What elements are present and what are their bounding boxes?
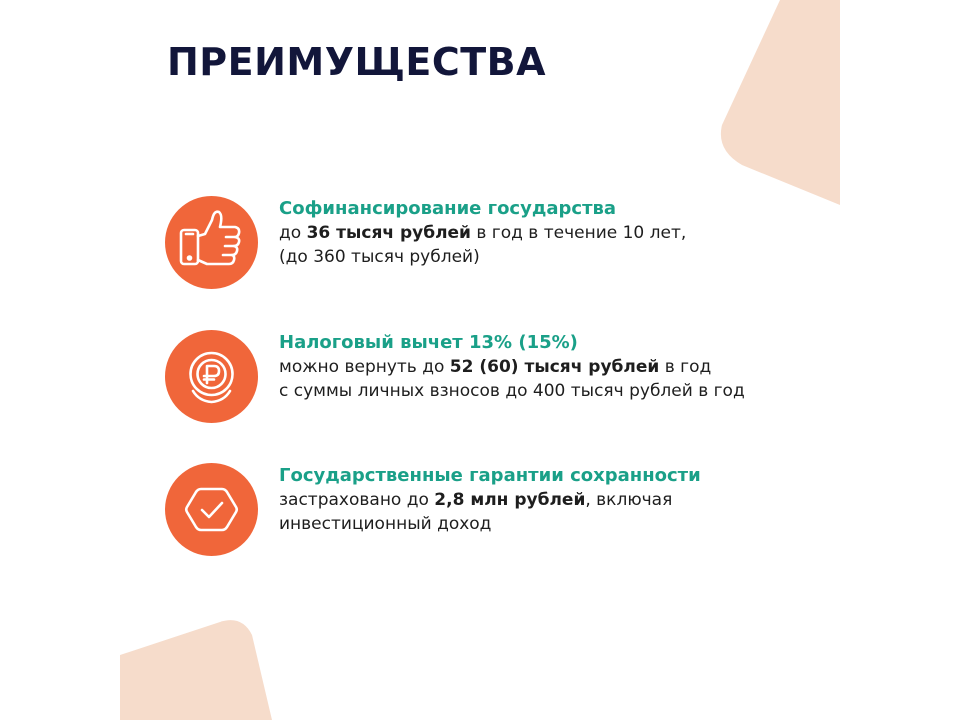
ruble-coin-icon [165,330,258,423]
shield-check-icon [165,463,258,556]
benefit-line-1: можно вернуть до 52 (60) тысяч рублей в год [279,357,712,377]
benefit-line-2: (до 360 тысяч рублей) [279,247,480,267]
bottom-left-shape [120,620,272,720]
page-title: ПРЕИМУЩЕСТВА [167,40,547,84]
benefit-line-2: с суммы личных взносов до 400 тысяч рублей в год [279,381,745,401]
benefit-heading: Налоговый вычет 13% (15%) [279,332,578,353]
benefit-line-1: до 36 тысяч рублей в год в течение 10 лет, [279,223,687,243]
benefit-text [279,463,799,536]
benefit-text [279,196,799,269]
thumbs-up-phone-icon [165,196,258,289]
benefit-line-2: инвестиционный доход [279,514,492,534]
benefit-heading: Софинансирование государства [279,198,617,219]
benefit-text [279,330,799,403]
top-right-shape [721,0,840,205]
benefit-line-1: застраховано до 2,8 млн рублей, включая [279,490,673,510]
slide [120,0,840,720]
benefit-guarantees [165,463,805,559]
benefit-tax-deduction [165,330,805,426]
benefit-heading: Государственные гарантии сохранности [279,465,701,486]
benefit-cofinancing [165,196,805,292]
